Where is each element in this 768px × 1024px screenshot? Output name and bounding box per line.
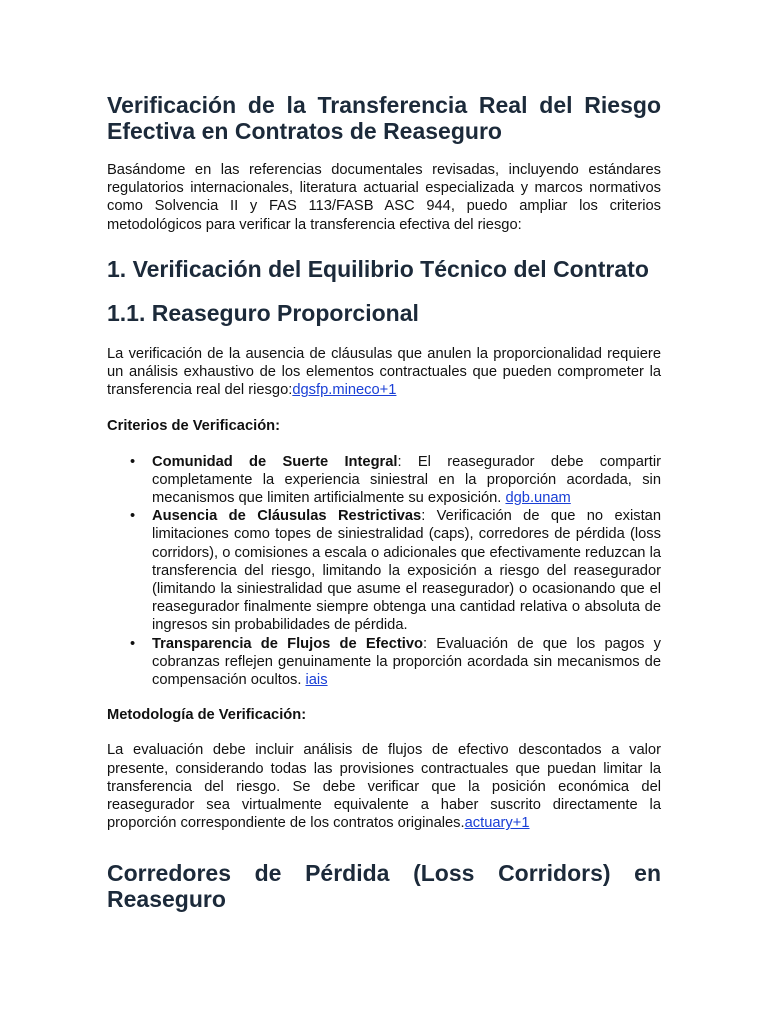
list-item (152, 453, 661, 508)
source-link-iais[interactable]: iais (305, 672, 328, 689)
list-item (152, 507, 661, 634)
criteria-term: Transparencia de Flujos de Efectivo (152, 635, 423, 652)
methodology-paragraph-text: La evaluación debe incluir análisis de flujos de efectivo descontados a valor presente, considerando todas las provisiones contractuales que puedan limitar la transferencia del riesgo. Se debe verificar que la posición económica del reasegurador sea virtualmente equivalente a haber suscrito directamente la proporción correspondiente de los contratos originales. (107, 742, 661, 832)
criteria-text: : El reasegurador debe compartir completamente la experiencia siniestral en la proporción acordada, sin mecanismos que limiten artificialmente su exposición. (152, 453, 661, 507)
list-item (152, 635, 661, 690)
criteria-text: : Verificación de que no existan limitaciones como topes de siniestralidad (caps), corredores de pérdida (loss corridors), o comisiones a escala o adicionales que efectivamente reduzcan la transferencia del riesgo, limitando la exposición a riesgo del reasegurador (limitando la siniestralidad que asume el reasegurador) o ocasionando que el reasegurador finalmente siempre obtenga una cantidad relativa o absoluta de ingresos sin probabilidades de pérdida. (152, 508, 661, 634)
section-heading-equilibrio: 1. Verificación del Equilibrio Técnico del Contrato (107, 255, 649, 282)
source-link-dgsfp[interactable]: dgsfp.mineco+1 (292, 382, 397, 399)
criteria-term: Ausencia de Cláusulas Restrictivas (152, 508, 422, 525)
proporcional-paragraph-text: La verificación de la ausencia de cláusulas que anulen la proporcionalidad requiere un análisis exhaustivo de los elementos contractuales que pueden comprometer la transferencia real del riesgo: (107, 345, 661, 399)
criteria-list (107, 453, 661, 690)
criteria-text: : Evaluación de que los pagos y cobranzas reflejen genuinamente la proporción acordada sin mecanismos de compensación ocultos. (152, 635, 661, 689)
intro-paragraph: Basándome en las referencias documentales revisadas, incluyendo estándares regulatorios internacionales, literatura actuarial especializada y marcos normativos como Solvencia II y FAS 113/FASB ASC 944, puedo ampliar los criterios metodológicos para verificar la transferencia efectiva del riesgo: (107, 162, 661, 233)
criteria-heading: Criterios de Verificación: (107, 418, 281, 435)
methodology-heading: Metodología de Verificación: (107, 707, 307, 724)
source-link-actuary[interactable]: actuary+1 (464, 815, 530, 832)
document-body (107, 92, 661, 912)
methodology-paragraph (107, 741, 661, 832)
source-link-dgb-unam[interactable]: dgb.unam (505, 490, 571, 507)
page-title: Verificación de la Transferencia Real del Riesgo Efectiva en Contratos de Reaseguro (107, 92, 661, 144)
criteria-term: Comunidad de Suerte Integral (152, 453, 398, 470)
subsection-heading-proporcional: 1.1. Reaseguro Proporcional (107, 299, 419, 326)
section-heading-loss-corridors: Corredores de Pérdida (Loss Corridors) en Reaseguro (107, 860, 661, 913)
proporcional-paragraph (107, 345, 661, 400)
